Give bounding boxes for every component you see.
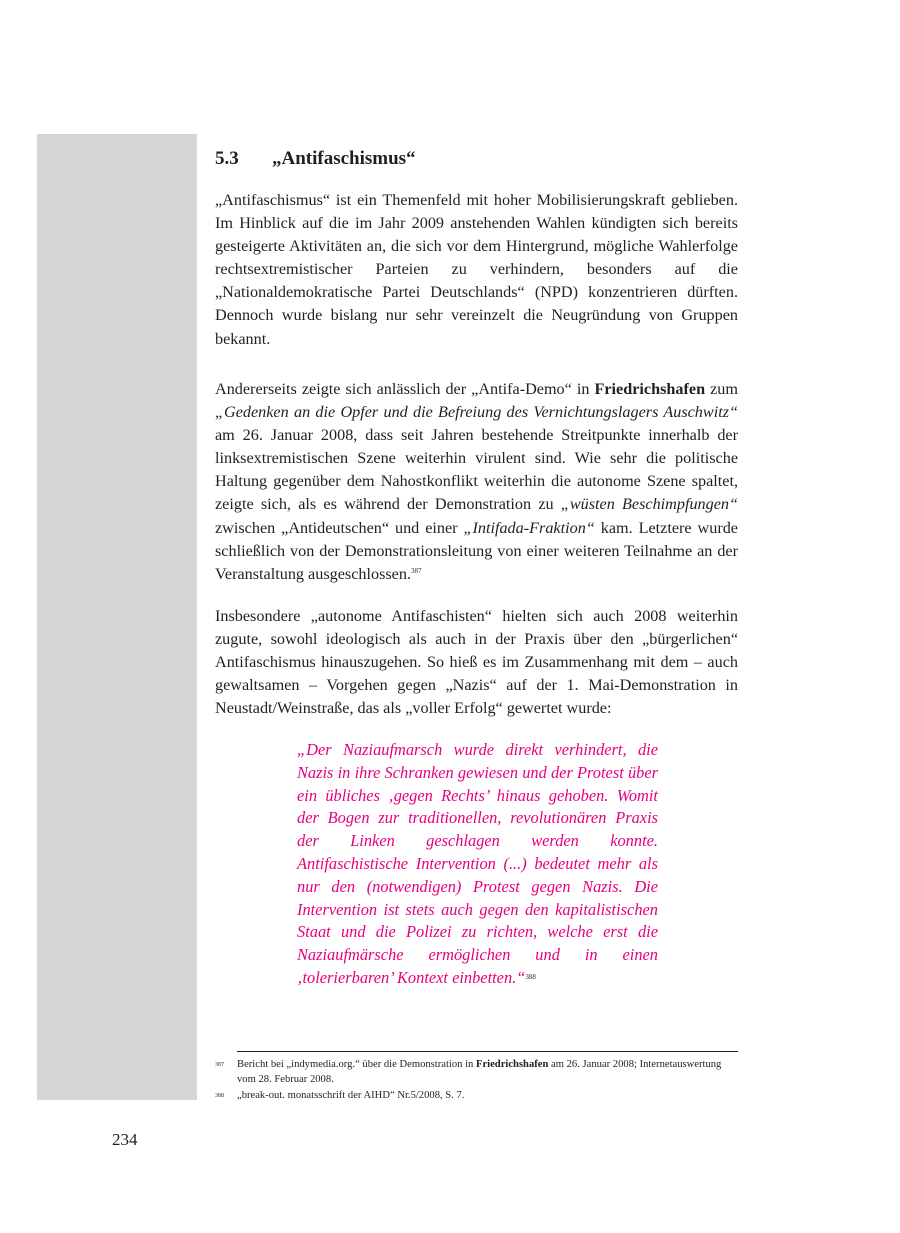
footnote-number: 387 [215, 1062, 224, 1068]
block-quote [297, 739, 658, 990]
city-friedrichshafen: Friedrichshafen [594, 380, 706, 398]
footnote-city: Friedrichshafen [475, 1059, 549, 1070]
event-title: „Gedenken an die Opfer und die Befreiung des Vernichtungslagers Auschwitz“ [215, 403, 738, 422]
footnote-388 [215, 1089, 738, 1104]
footnote-387 [215, 1058, 738, 1087]
footnote-text-after: am 26. Januar 2008; Internetauswertung vom 28. Februar 2008. [237, 1059, 722, 1085]
page-number: 234 [112, 1130, 138, 1149]
footnote-number: 388 [215, 1093, 224, 1099]
footnotes [215, 1058, 738, 1106]
paragraph-2-middle: am 26. Januar 2008, dass seit Jahren bestehende Streitpunkte innerhalb der linksextremistischen Szene weiterhin virulent sind. Wie sehr die politische Haltung gegenüber dem Nahostkonflikt weiterhin die autonome Szene spaltet, zeigte sich, als es während der Demonstration zu [215, 426, 738, 514]
paragraph-2-intro: Andererseits zeigte sich anlässlich der „Antifa-Demo“ in [215, 380, 595, 398]
section-heading [215, 148, 416, 170]
footnote-rule [237, 1051, 738, 1052]
paragraph-2-zum: zum [705, 380, 738, 398]
section-number: 5.3 [215, 148, 239, 169]
footnote-text: „break-out. monatsschrift der AIHD“ Nr.5/2008, S. 7. [237, 1090, 465, 1101]
paragraph-3: Insbesondere „autonome Antifaschisten“ hielten sich auch 2008 weiterhin zugute, sowohl ideologisch als auch in der Praxis über den „bürgerlichen“ Antifaschismus hinauszugehen. So hieß es im Zusammenhang mit dem – auch gewaltsamen – Vorgehen gegen „Nazis“ auf der 1. Mai-Demonstration in Neustadt/Weinstraße, das als „voller Erfolg“ gewertet wurde: [215, 607, 738, 718]
footnote-ref-387: 387 [411, 566, 422, 575]
quote-intifada: „Intifada-Fraktion“ [463, 518, 595, 537]
section-title: „Antifaschismus“ [272, 148, 416, 169]
quote-beschimpfungen: „wüsten Beschimpfungen“ [560, 495, 739, 514]
block-quote-text: „Der Naziaufmarsch wurde direkt verhindert, die Nazis in ihre Schranken gewiesen und der Protest über ein übliches ‚gegen Rechts’ hinaus gehoben. Womit der Bogen zur traditionellen, revolutionären Praxis der Linken geschlagen werden konnte. Antifaschistische Intervention (...) bedeutet mehr als nur den (notwendigen) Protest gegen Nazis. Die Intervention ist stets auch gegen den kapitalistischen Staat und die Polizei zu richten, welche erst die Naziaufmärsche ermöglichen und in einen ‚tolerierbaren’ Kontext einbetten.“ [297, 740, 658, 987]
paragraph-2-between: zwischen „Antideutschen“ und einer [215, 518, 464, 537]
paragraph-2 [215, 378, 738, 586]
gray-margin-bar [37, 134, 197, 1100]
paragraph-2-end: kam. Letztere wurde schließlich von der Demonstrationsleitung von einer weiteren Teilnahme an der Veranstaltung ausgeschlossen. [215, 518, 738, 583]
paragraph-1: „Antifaschismus“ ist ein Themenfeld mit hoher Mobilisierungskraft geblieben. Im Hinblick auf die im Jahr 2009 anstehenden Wahlen kündigten sich bereits gesteigerte Aktivitäten an, die sich vor dem Hintergrund, mögliche Wahlerfolge rechtsextremistischer Parteien zu verhindern, besonders auf die „Nationaldemokratische Partei Deutschlands“ (NPD) konzentrieren dürften. Dennoch wurde bislang nur sehr vereinzelt die Neugründung von Gruppen bekannt. [215, 191, 738, 348]
footnote-text [237, 1058, 738, 1087]
footnote-text-before: Bericht bei „indymedia.org.“ über die Demonstration in [237, 1059, 476, 1070]
footnote-ref-388: 388 [525, 972, 536, 981]
